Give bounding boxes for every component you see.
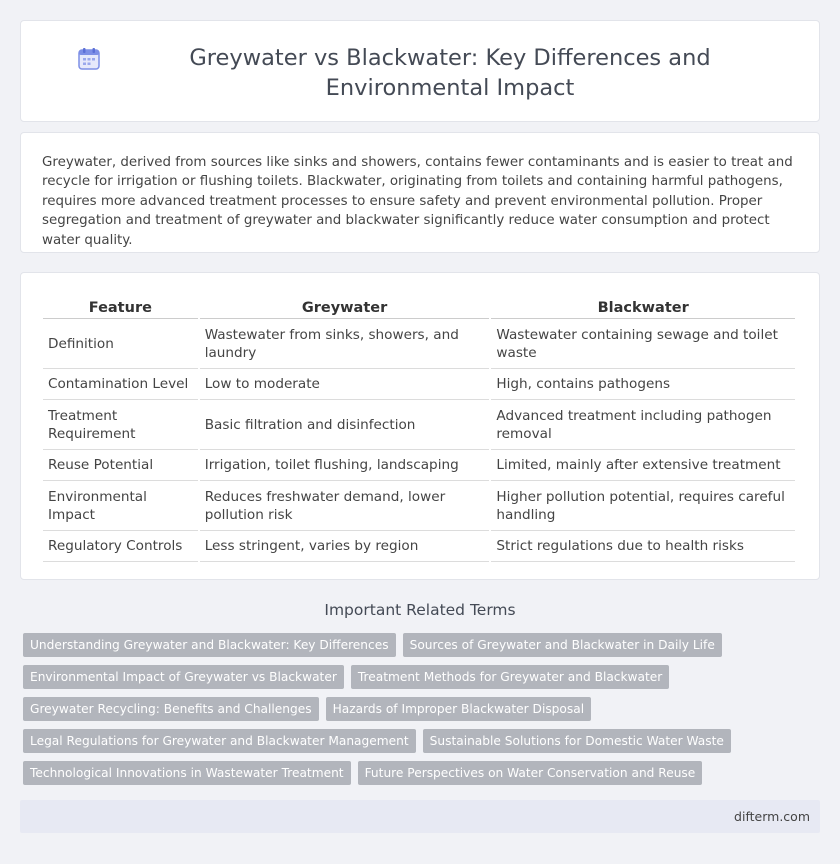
related-term-tag[interactable]: Hazards of Improper Blackwater Disposal — [326, 697, 592, 721]
related-term-tag[interactable]: Treatment Methods for Greywater and Blackwater — [351, 665, 669, 689]
table-header-row — [43, 293, 795, 319]
table-row — [43, 400, 795, 450]
table-cell: Irrigation, toilet flushing, landscaping — [200, 450, 490, 481]
intro-paragraph: Greywater, derived from sources like sinks and showers, contains fewer contaminants and is easier to treat and recycle for irrigation or flushing toilets. Blackwater, originating from toilets and containing harmful pathogens, requires more advanced treatment processes to ensure safety and prevent environmental pollution. Proper segregation and treatment of greywater and blackwater significantly reduce water consumption and protect water quality. — [42, 155, 793, 248]
related-terms-title: Important Related Terms — [324, 601, 516, 619]
footer — [20, 800, 820, 833]
header-blackwater: Blackwater — [491, 293, 795, 319]
related-term-tag[interactable]: Greywater Recycling: Benefits and Challenges — [23, 697, 319, 721]
table-cell: Reduces freshwater demand, lower pollution risk — [200, 481, 490, 531]
related-term-tag[interactable]: Legal Regulations for Greywater and Blackwater Management — [23, 729, 416, 753]
related-term-tag[interactable]: Sustainable Solutions for Domestic Water Waste — [423, 729, 731, 753]
table-row — [43, 531, 795, 562]
table-cell: Regulatory Controls — [43, 531, 198, 562]
footer-site-link[interactable]: difterm.com — [734, 809, 810, 824]
intro-card — [20, 132, 820, 253]
header-feature: Feature — [43, 293, 198, 319]
related-terms-list — [23, 633, 823, 793]
table-cell: Higher pollution potential, requires careful handling — [491, 481, 795, 531]
table-row — [43, 319, 795, 369]
table-cell: Environmental Impact — [43, 481, 198, 531]
related-term-tag[interactable]: Technological Innovations in Wastewater Treatment — [23, 761, 351, 785]
table-cell: Basic filtration and disinfection — [200, 400, 490, 450]
table-cell: High, contains pathogens — [491, 369, 795, 400]
comparison-table — [41, 293, 797, 562]
table-row — [43, 369, 795, 400]
related-term-tag[interactable]: Environmental Impact of Greywater vs Blackwater — [23, 665, 344, 689]
related-term-tag[interactable]: Sources of Greywater and Blackwater in Daily Life — [403, 633, 722, 657]
table-row — [43, 481, 795, 531]
comparison-table-card — [20, 272, 820, 580]
table-cell: Low to moderate — [200, 369, 490, 400]
table-cell: Reuse Potential — [43, 450, 198, 481]
table-cell: Wastewater containing sewage and toilet waste — [491, 319, 795, 369]
header-greywater: Greywater — [200, 293, 490, 319]
table-cell: Strict regulations due to health risks — [491, 531, 795, 562]
table-cell: Definition — [43, 319, 198, 369]
title-card — [20, 20, 820, 122]
related-term-tag[interactable]: Understanding Greywater and Blackwater: Key Differences — [23, 633, 396, 657]
table-cell: Advanced treatment including pathogen removal — [491, 400, 795, 450]
table-cell: Wastewater from sinks, showers, and laundry — [200, 319, 490, 369]
table-cell: Limited, mainly after extensive treatment — [491, 450, 795, 481]
table-row — [43, 450, 795, 481]
related-term-tag[interactable]: Future Perspectives on Water Conservation and Reuse — [358, 761, 703, 785]
table-cell: Treatment Requirement — [43, 400, 198, 450]
table-cell: Contamination Level — [43, 369, 198, 400]
table-cell: Less stringent, varies by region — [200, 531, 490, 562]
page-title: Greywater vs Blackwater: Key Differences and Environmental Impact — [189, 45, 711, 101]
